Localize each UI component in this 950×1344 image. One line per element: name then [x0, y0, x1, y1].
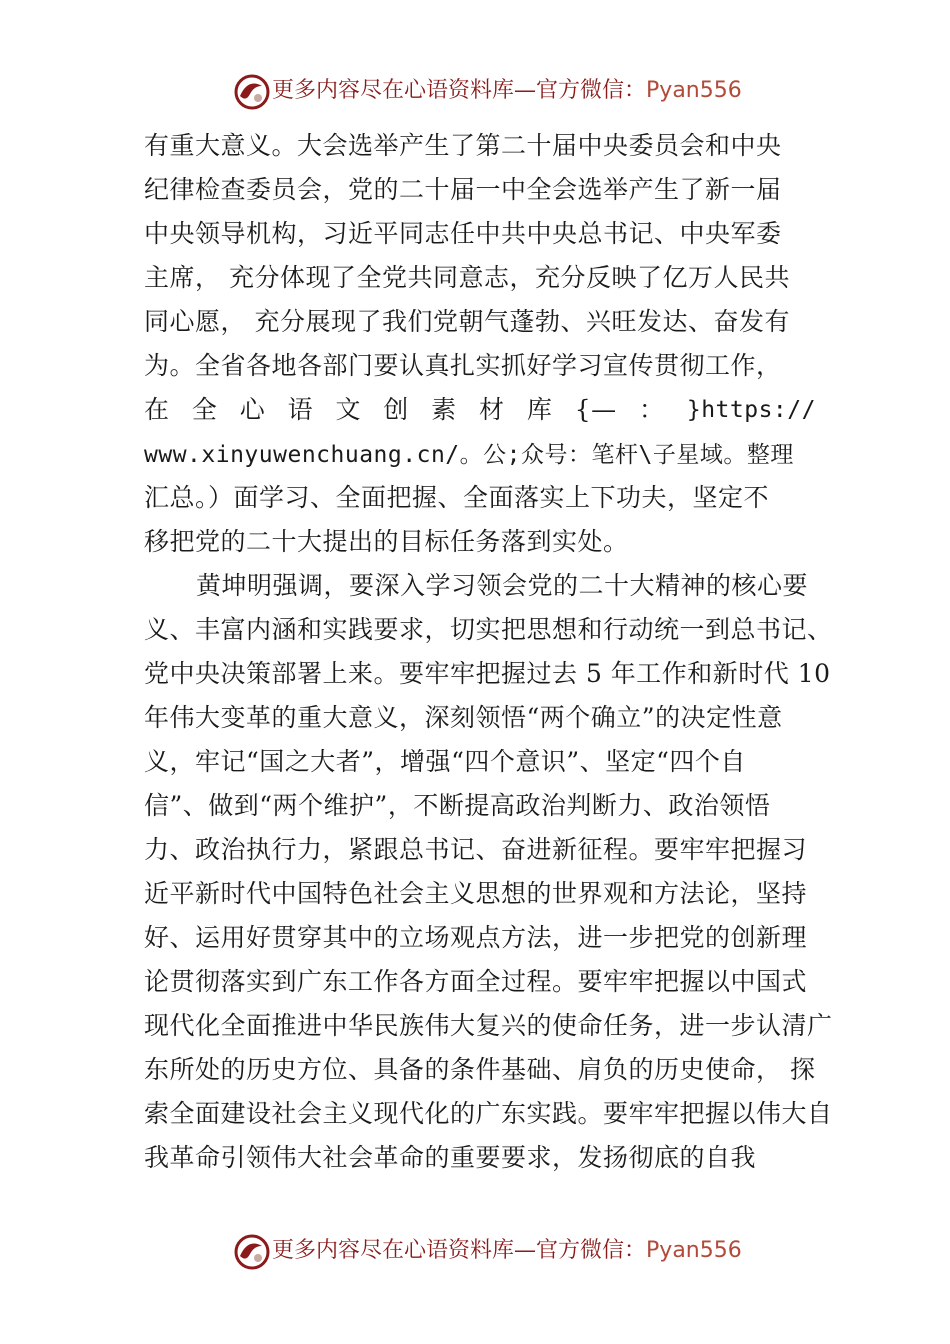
text-line: 论贯彻落实到广东工作各方面全过程。要牢牢把握以中国式 — [144, 967, 808, 996]
banner-separator: — — [514, 78, 537, 103]
spread-char: 语 — [287, 395, 314, 424]
text-line: 东所处的历史方位、具备的条件基础、肩负的历史使命， 探 — [144, 1055, 816, 1084]
banner-separator: — — [514, 1238, 537, 1263]
spread-char: 心 — [239, 395, 266, 424]
document-body — [144, 124, 833, 1180]
spread-char: 全 — [191, 395, 218, 424]
swirl-logo-icon — [232, 72, 272, 112]
text-line: 信”、做到“两个维护”，不断提高政治判断力、政治领悟 — [144, 791, 771, 820]
text-line: 年伟大变革的重大意义，深刻领悟“两个确立”的决定性意 — [144, 703, 783, 732]
spread-char: 库 — [526, 395, 553, 424]
text-line: 移把党的二十大提出的目标任务落到实处。 — [144, 527, 629, 556]
text-line: 有重大意义。大会选举产生了第二十届中央委员会和中央 — [144, 131, 782, 160]
text-line: 同心愿， 充分展现了我们党朝气蓬勃、兴旺发达、奋发有 — [144, 307, 790, 336]
spread-char: 在 — [144, 395, 170, 424]
text-line: 汇总。）面学习、全面把握、全面落实上下功夫，坚定不 — [144, 483, 770, 512]
spread-text-line — [144, 388, 816, 432]
banner-title: 更多内容尽在心语资料库 — [272, 1238, 515, 1263]
url-text-line — [144, 432, 816, 476]
header-watermark-banner — [0, 68, 950, 118]
spread-char: 创 — [383, 395, 409, 424]
text-line: 纪律检查委员会，党的二十届一中全会选举产生了新一届 — [144, 175, 782, 204]
swirl-logo-icon — [232, 1232, 272, 1272]
paragraph-start-line: 黄坤明强调，要深入学习领会党的二十大精神的核心要 — [196, 571, 809, 600]
url-text: www.xinyuwenchuang.cn/。公;众号：笔杆\子星域。整理 — [144, 442, 794, 468]
text-line: 主席， 充分体现了全党共同意志，充分反映了亿万人民共 — [144, 263, 790, 292]
text-line: 义，牢记“国之大者”，增强“四个意识”、坚定“四个自 — [144, 747, 746, 776]
text-line: 好、运用好贯穿其中的立场观点方法，进一步把党的创新理 — [144, 923, 808, 952]
text-line: 中央领导机构，习近平同志任中共中央总书记、中央军委 — [144, 219, 782, 248]
banner-text — [272, 76, 742, 106]
text-line: 我革命引领伟大社会革命的重要要求，发扬彻底的自我 — [144, 1143, 757, 1172]
banner-wechat-id: Pyan556 — [646, 78, 742, 103]
banner-wechat-label: 官方微信： — [536, 78, 647, 103]
banner-wechat-label: 官方微信： — [536, 1238, 647, 1263]
spread-char: ： — [638, 395, 665, 424]
banner-text — [272, 1236, 742, 1266]
text-line: 义、丰富内涵和实践要求，切实把思想和行动统一到总书记、 — [144, 615, 833, 644]
text-line: 力、政治执行力，紧跟总书记、奋进新征程。要牢牢把握习 — [144, 835, 808, 864]
spread-char: {— — [574, 395, 617, 424]
spread-char: 材 — [479, 395, 505, 424]
text-line: 索全面建设社会主义现代化的广东实践。要牢牢把握以伟大自 — [144, 1099, 833, 1128]
text-line: 党中央决策部署上来。要牢牢把握过去 5 年工作和新时代 10 — [144, 659, 831, 688]
spread-char: 素 — [431, 395, 457, 424]
banner-title: 更多内容尽在心语资料库 — [272, 78, 515, 103]
text-line: 近平新时代中国特色社会主义思想的世界观和方法论，坚持 — [144, 879, 808, 908]
footer-watermark-banner — [0, 1228, 950, 1278]
banner-wechat-id: Pyan556 — [646, 1238, 742, 1263]
text-line: 现代化全面推进中华民族伟大复兴的使命任务，进一步认清广 — [144, 1011, 833, 1040]
spread-url-start: }https:// — [686, 397, 816, 423]
spread-char: 文 — [335, 395, 361, 424]
text-line: 为。全省各地各部门要认真扎实抓好学习宣传贯彻工作， — [144, 351, 782, 380]
